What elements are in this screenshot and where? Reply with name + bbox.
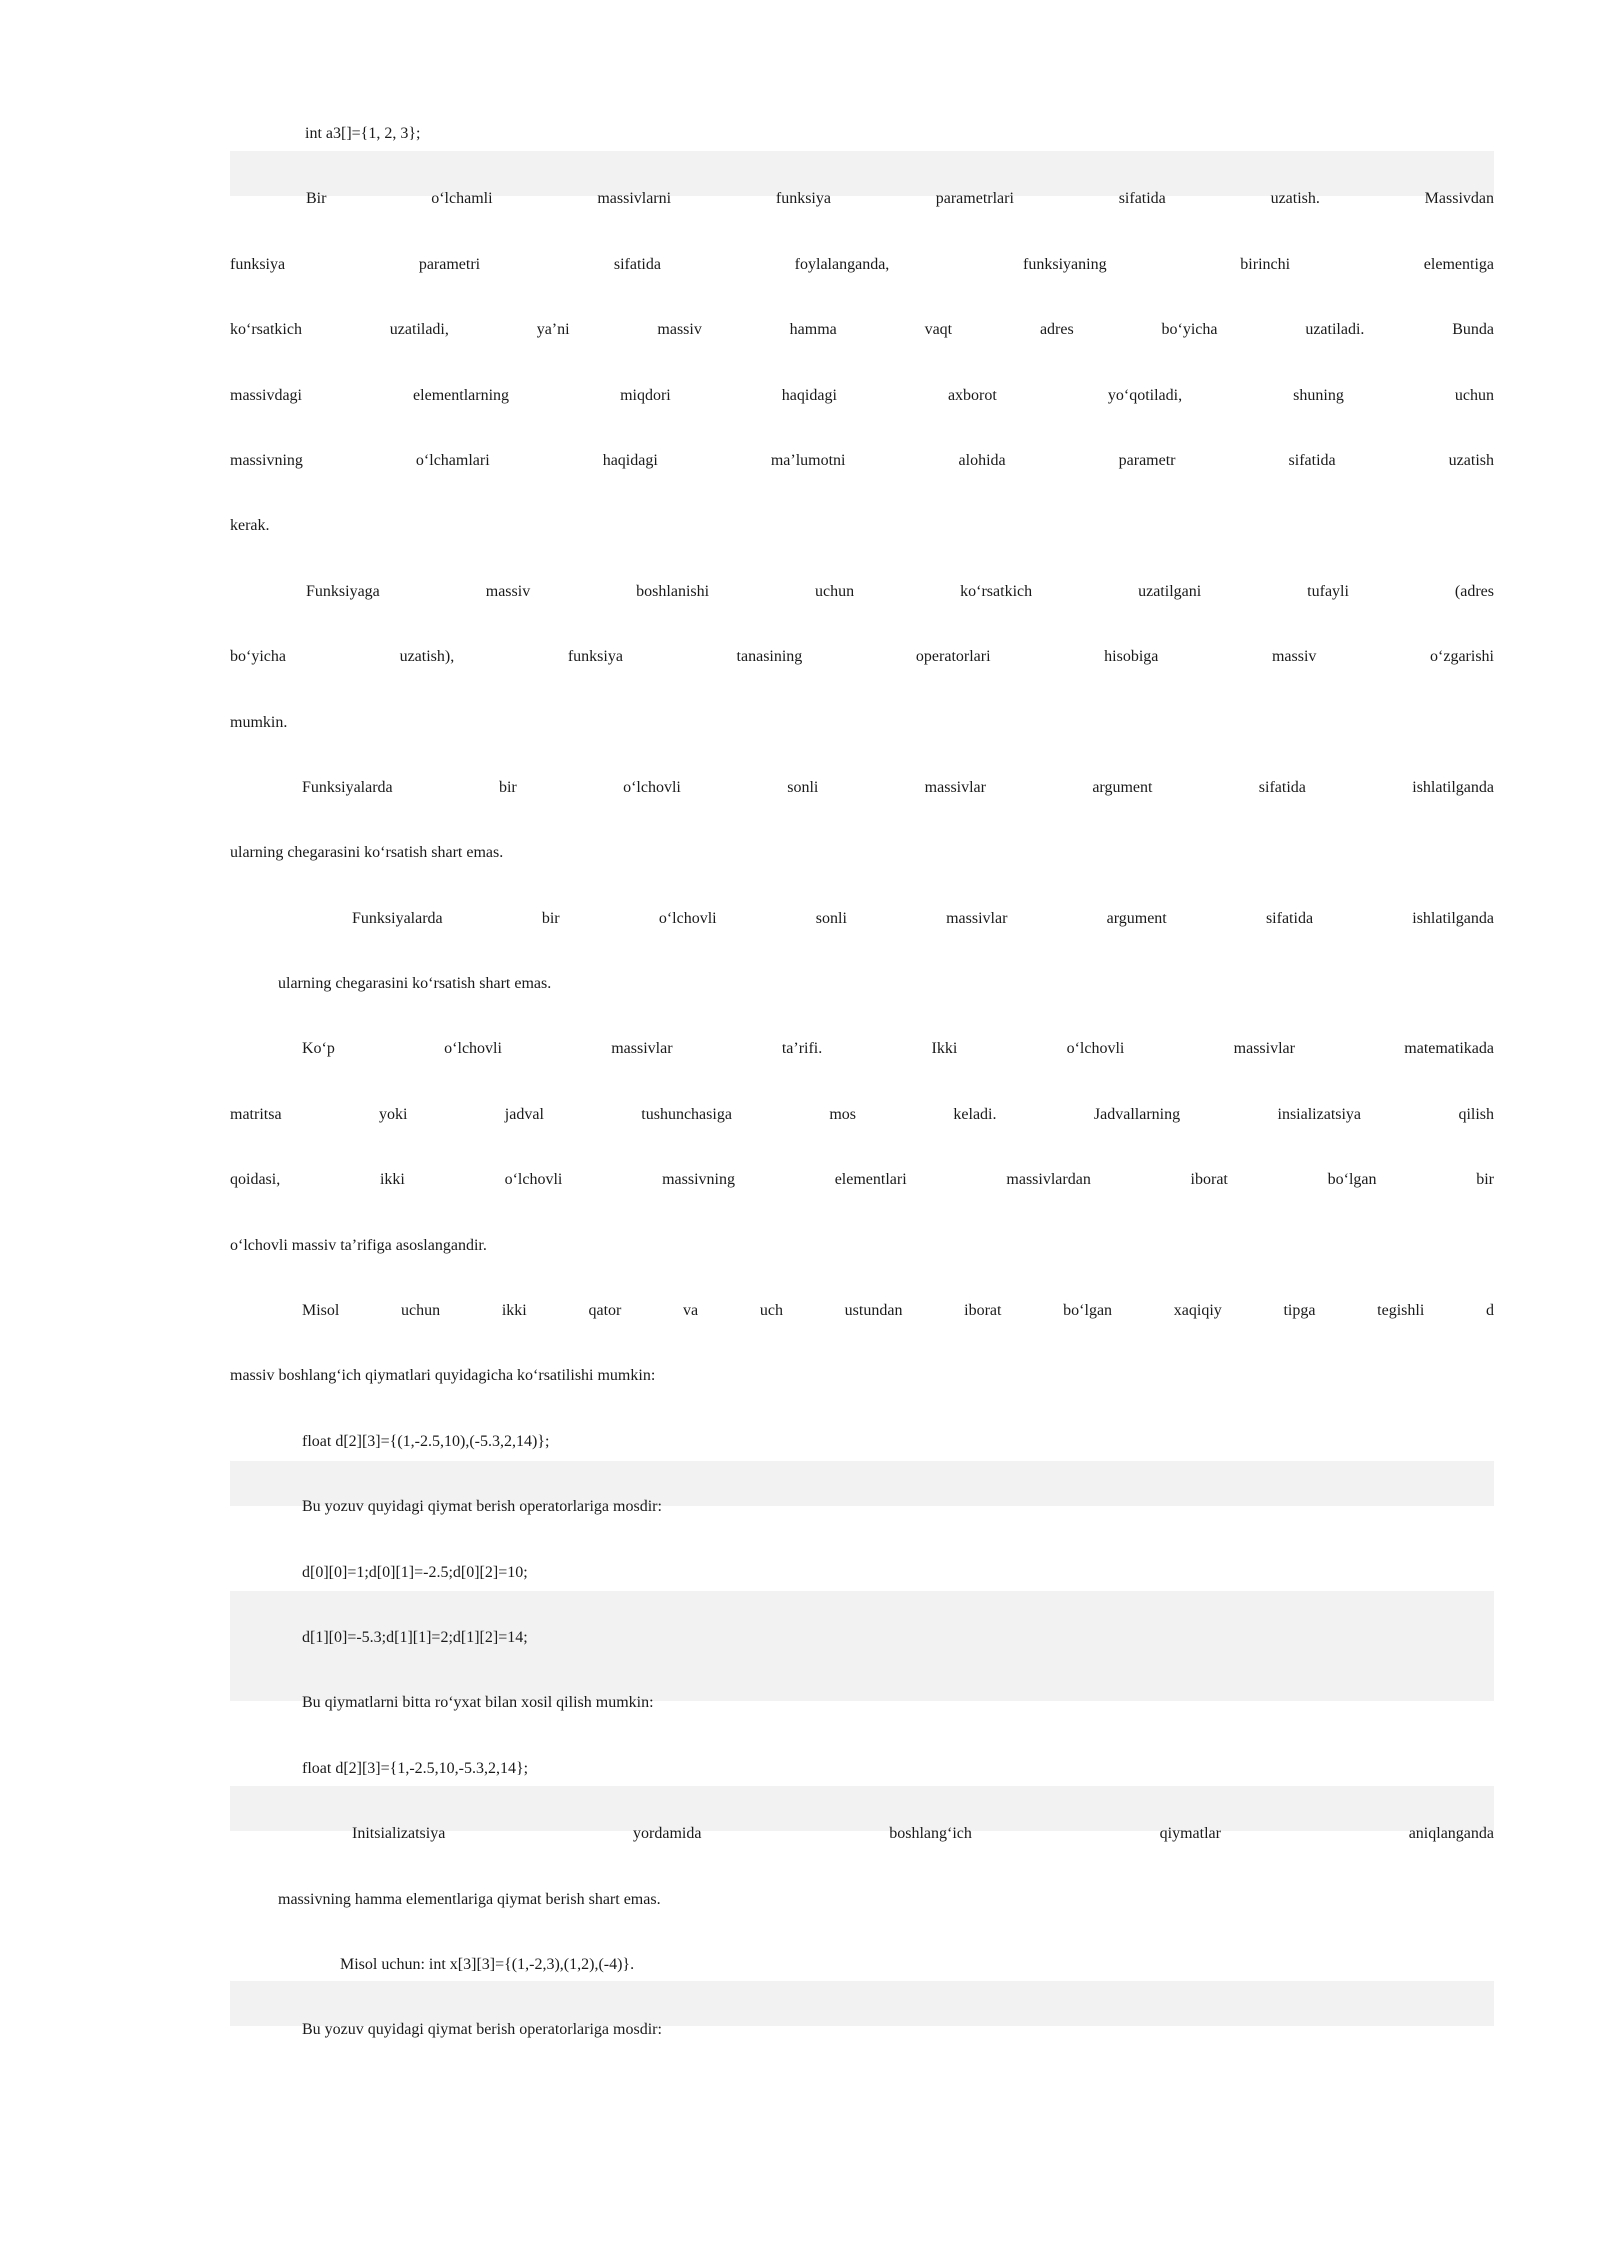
paragraph-line: bo‘yicha uzatish), funksiya tanasining operatorlari hisobiga massiv o‘zgarishi: [230, 648, 1494, 666]
paragraph-line: mumkin.: [230, 713, 288, 731]
paragraph-line: o‘lchovli massiv ta’rifiga asoslangandir.: [230, 1236, 487, 1254]
paragraph-line: Misol uchun ikki qator va uch ustundan iborat bo‘lgan xaqiqiy tipga tegishli d: [302, 1302, 1494, 1320]
paragraph-line: Bu yozuv quyidagi qiymat berish operatorlariga mosdir:: [302, 1498, 662, 1516]
paragraph-line: Funksiyalarda bir o‘lchovli sonli massivlar argument sifatida ishlatilganda: [302, 778, 1494, 796]
paragraph-line: Bir o‘lchamli massivlarni funksiya parametrlari sifatida uzatish. Massivdan: [306, 190, 1494, 208]
paragraph-line: Funksiyaga massiv boshlanishi uchun ko‘rsatkich uzatilgani tufayli (adres: [306, 582, 1494, 600]
paragraph-line: massivning o‘lchamlari haqidagi ma’lumotni alohida parametr sifatida uzatish: [230, 451, 1494, 469]
code-line-a3: int a3[]={1, 2, 3};: [305, 125, 421, 142]
code-line: d[0][0]=1;d[0][1]=-2.5;d[0][2]=10;: [302, 1563, 528, 1581]
paragraph-line: ko‘rsatkich uzatiladi, ya’ni massiv hamma vaqt adres bo‘yicha uzatiladi. Bunda: [230, 321, 1494, 339]
code-line: Misol uchun: int x[3][3]={(1,-2,3),(1,2),(-4)}.: [340, 1955, 635, 1973]
paragraph-line: massivning hamma elementlariga qiymat berish shart emas.: [278, 1890, 661, 1908]
paragraph-line: qoidasi, ikki o‘lchovli massivning elementlari massivlardan iborat bo‘lgan bir: [230, 1171, 1494, 1189]
paragraph-line: Bu qiymatlarni bitta ro‘yxat bilan xosil qilish mumkin:: [302, 1694, 654, 1712]
code-line: d[1][0]=-5.3;d[1][1]=2;d[1][2]=14;: [302, 1628, 528, 1646]
paragraph-line: ularning chegarasini ko‘rsatish shart emas.: [278, 975, 552, 993]
paragraph-line: funksiya parametri sifatida foylalanganda, funksiyaning birinchi elementiga: [230, 255, 1494, 273]
code-line: float d[2][3]={(1,-2.5,10),(-5.3,2,14)};: [302, 1432, 550, 1450]
paragraph-line: kerak.: [230, 517, 270, 535]
paragraph-line: Bu yozuv quyidagi qiymat berish operatorlariga mosdir:: [302, 2021, 662, 2039]
paragraph-line: Funksiyalarda bir o‘lchovli sonli massivlar argument sifatida ishlatilganda: [352, 909, 1494, 927]
paragraph-line: massiv boshlang‘ich qiymatlari quyidagicha ko‘rsatilishi mumkin:: [230, 1367, 656, 1385]
paragraph-line: massivdagi elementlarning miqdori haqidagi axborot yo‘qotiladi, shuning uchun: [230, 386, 1494, 404]
paragraph-line: Initsializatsiya yordamida boshlang‘ich qiymatlar aniqlanganda: [352, 1825, 1494, 1843]
paragraph-line: ularning chegarasini ko‘rsatish shart emas.: [230, 844, 504, 862]
paragraph-line: Ko‘p o‘lchovli massivlar ta’rifi. Ikki o‘lchovli massivlar matematikada: [302, 1040, 1494, 1058]
code-line: float d[2][3]={1,-2.5,10,-5.3,2,14};: [302, 1759, 529, 1777]
document-page: [230, 125, 1494, 2113]
paragraph-line: matritsa yoki jadval tushunchasiga mos keladi. Jadvallarning insializatsiya qilish: [230, 1105, 1494, 1123]
